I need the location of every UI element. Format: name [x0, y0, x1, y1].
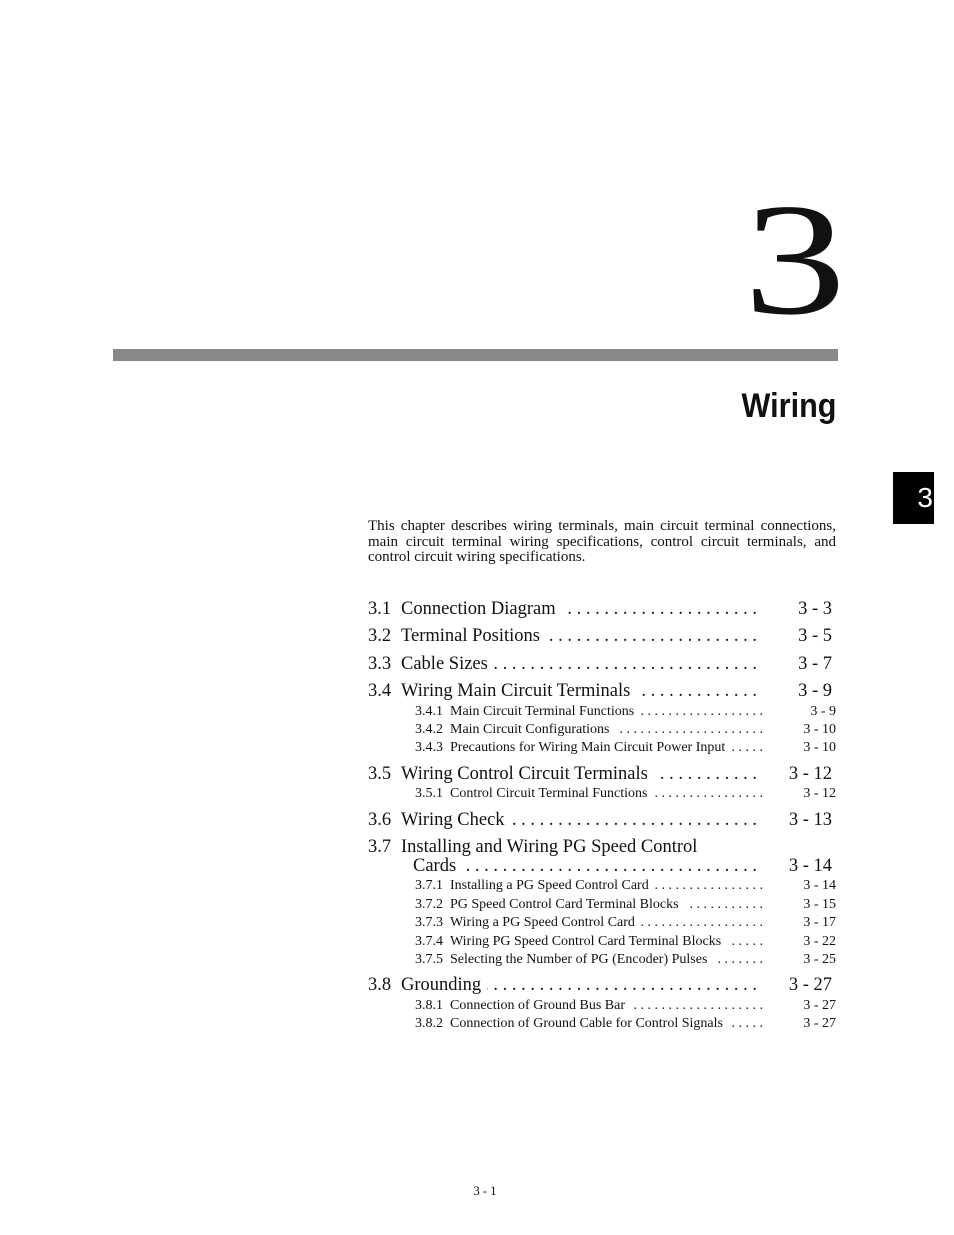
toc-subentry-title: Main Circuit Configurations — [450, 722, 610, 737]
toc-subentry-page: 3 - 27 — [803, 998, 836, 1013]
toc-subentry-number: 3.8.2 — [415, 1016, 443, 1031]
dot-leader — [494, 654, 757, 674]
toc-subentry-page: 3 - 25 — [803, 952, 836, 967]
dot-leader — [731, 740, 763, 756]
toc-entry-number: 3.7 — [368, 837, 392, 857]
dot-leader — [487, 975, 757, 995]
intro-line: main circuit terminal wiring specifications, control circuit terminals, and — [368, 533, 836, 550]
toc-entry-title: Terminal Positions — [401, 626, 540, 646]
toc-entry — [368, 975, 832, 995]
toc-entry — [368, 764, 832, 784]
intro-line: control circuit wiring specifications. — [368, 549, 586, 565]
toc-entry-page: 3 - 3 — [798, 599, 832, 619]
dot-leader — [636, 681, 757, 701]
toc-subentry-title: Selecting the Number of PG (Encoder) Pulses — [450, 952, 708, 967]
toc-entry-number: 3.8 — [368, 975, 392, 995]
page-number: 3 - 1 — [473, 1184, 497, 1198]
dot-leader — [713, 952, 763, 968]
toc-subentry — [415, 934, 836, 950]
toc-entry-title: Wiring Check — [401, 810, 505, 830]
toc-subentry — [415, 878, 836, 894]
toc-entry-title: Cable Sizes — [401, 654, 488, 674]
toc-subentry-number: 3.7.5 — [415, 952, 443, 967]
toc-subentry-page: 3 - 27 — [803, 1016, 836, 1031]
toc-entry-page: 3 - 12 — [788, 764, 832, 784]
dot-leader — [727, 934, 763, 950]
toc-subentry — [415, 915, 836, 931]
toc-subentry-title: Connection of Ground Cable for Control Signals — [450, 1016, 723, 1031]
toc-entry-page: 3 - 7 — [798, 654, 832, 674]
dot-leader — [653, 786, 763, 802]
toc-subentry-title: Connection of Ground Bus Bar — [450, 998, 625, 1013]
toc-entry-number: 3.1 — [368, 599, 392, 619]
toc-subentry-title: Installing a PG Speed Control Card — [450, 878, 649, 893]
toc-subentry-number: 3.4.3 — [415, 740, 443, 755]
chapter-title: Wiring — [741, 387, 836, 425]
dot-leader — [655, 878, 763, 894]
dot-leader — [462, 856, 757, 876]
toc-subentry — [415, 998, 836, 1014]
toc-subentry-number: 3.8.1 — [415, 998, 443, 1013]
toc-subentry-title: Control Circuit Terminal Functions — [450, 786, 648, 801]
toc-subentry-number: 3.4.1 — [415, 704, 443, 719]
toc-subentry-number: 3.7.3 — [415, 915, 443, 930]
toc-subentry — [415, 704, 836, 720]
toc-subentry — [415, 786, 836, 802]
toc-entry-number: 3.3 — [368, 654, 392, 674]
dot-leader — [511, 810, 757, 830]
toc-subentry-page: 3 - 15 — [803, 897, 836, 912]
toc-subentry-page: 3 - 12 — [803, 786, 836, 801]
toc-entry — [368, 837, 832, 857]
chapter-tab-label: 3 — [917, 482, 933, 513]
toc-subentry — [415, 897, 836, 913]
toc-subentry-number: 3.7.4 — [415, 934, 443, 949]
toc-entry-page: 3 - 27 — [788, 975, 832, 995]
toc-entry-page: 3 - 5 — [798, 626, 832, 646]
toc-subentry-title: Wiring PG Speed Control Card Terminal Blocks — [450, 934, 722, 949]
toc-subentry-title: Wiring a PG Speed Control Card — [450, 915, 635, 930]
toc-entry — [368, 654, 832, 674]
toc-entry-title: Grounding — [401, 975, 482, 995]
dot-leader — [729, 1016, 763, 1032]
toc-entry — [368, 810, 832, 830]
toc-entry-title: Cards — [413, 856, 457, 876]
toc-entry-page: 3 - 13 — [788, 810, 832, 830]
dot-leader — [615, 722, 763, 738]
chapter-intro — [368, 519, 836, 566]
toc-entry-page: 3 - 14 — [788, 856, 832, 876]
toc-subentry-page: 3 - 10 — [803, 722, 836, 737]
toc-subentry-page: 3 - 22 — [803, 934, 836, 949]
toc-entry-number: 3.5 — [368, 764, 392, 784]
chapter-tab — [893, 472, 934, 524]
toc-subentry-number: 3.7.2 — [415, 897, 443, 912]
toc-entry-number: 3.4 — [368, 681, 392, 701]
toc-subentry-number: 3.4.2 — [415, 722, 443, 737]
toc-subentry-title: PG Speed Control Card Terminal Blocks — [450, 897, 679, 912]
toc-subentry — [415, 740, 836, 756]
toc-subentry — [415, 722, 836, 738]
dot-leader — [562, 599, 757, 619]
toc-entry-number: 3.2 — [368, 626, 392, 646]
toc-subentry-page: 3 - 10 — [803, 740, 836, 755]
intro-line: This chapter describes wiring terminals, main circuit terminal connections, — [368, 518, 836, 534]
dot-leader — [654, 764, 757, 784]
dot-leader — [685, 897, 763, 913]
toc-subentry-number: 3.5.1 — [415, 786, 443, 801]
toc-entry — [368, 599, 832, 619]
toc-subentry — [415, 952, 836, 968]
toc-entry-title: Wiring Main Circuit Terminals — [401, 681, 631, 701]
toc-entry — [368, 626, 832, 646]
toc-entry — [368, 681, 832, 701]
toc-entry-title: Installing and Wiring PG Speed Control — [401, 837, 698, 857]
dot-leader — [546, 626, 757, 646]
chapter-rule — [113, 349, 838, 361]
toc-subentry-page: 3 - 9 — [810, 704, 836, 719]
toc-subentry-title: Main Circuit Terminal Functions — [450, 704, 635, 719]
toc-entry-continuation — [413, 856, 832, 876]
toc-entry-title: Connection Diagram — [401, 599, 556, 619]
toc-entry-title: Wiring Control Circuit Terminals — [401, 764, 648, 784]
dot-leader — [640, 704, 763, 720]
chapter-number: 3 — [743, 170, 846, 348]
dot-leader — [631, 998, 763, 1014]
toc-subentry-title: Precautions for Wiring Main Circuit Power Input — [450, 740, 726, 755]
toc-entry-number: 3.6 — [368, 810, 392, 830]
toc-subentry-page: 3 - 17 — [803, 915, 836, 930]
toc-subentry-page: 3 - 14 — [803, 878, 836, 893]
toc-subentry-number: 3.7.1 — [415, 878, 443, 893]
dot-leader — [641, 915, 763, 931]
toc-subentry — [415, 1016, 836, 1032]
toc-entry-page: 3 - 9 — [798, 681, 832, 701]
